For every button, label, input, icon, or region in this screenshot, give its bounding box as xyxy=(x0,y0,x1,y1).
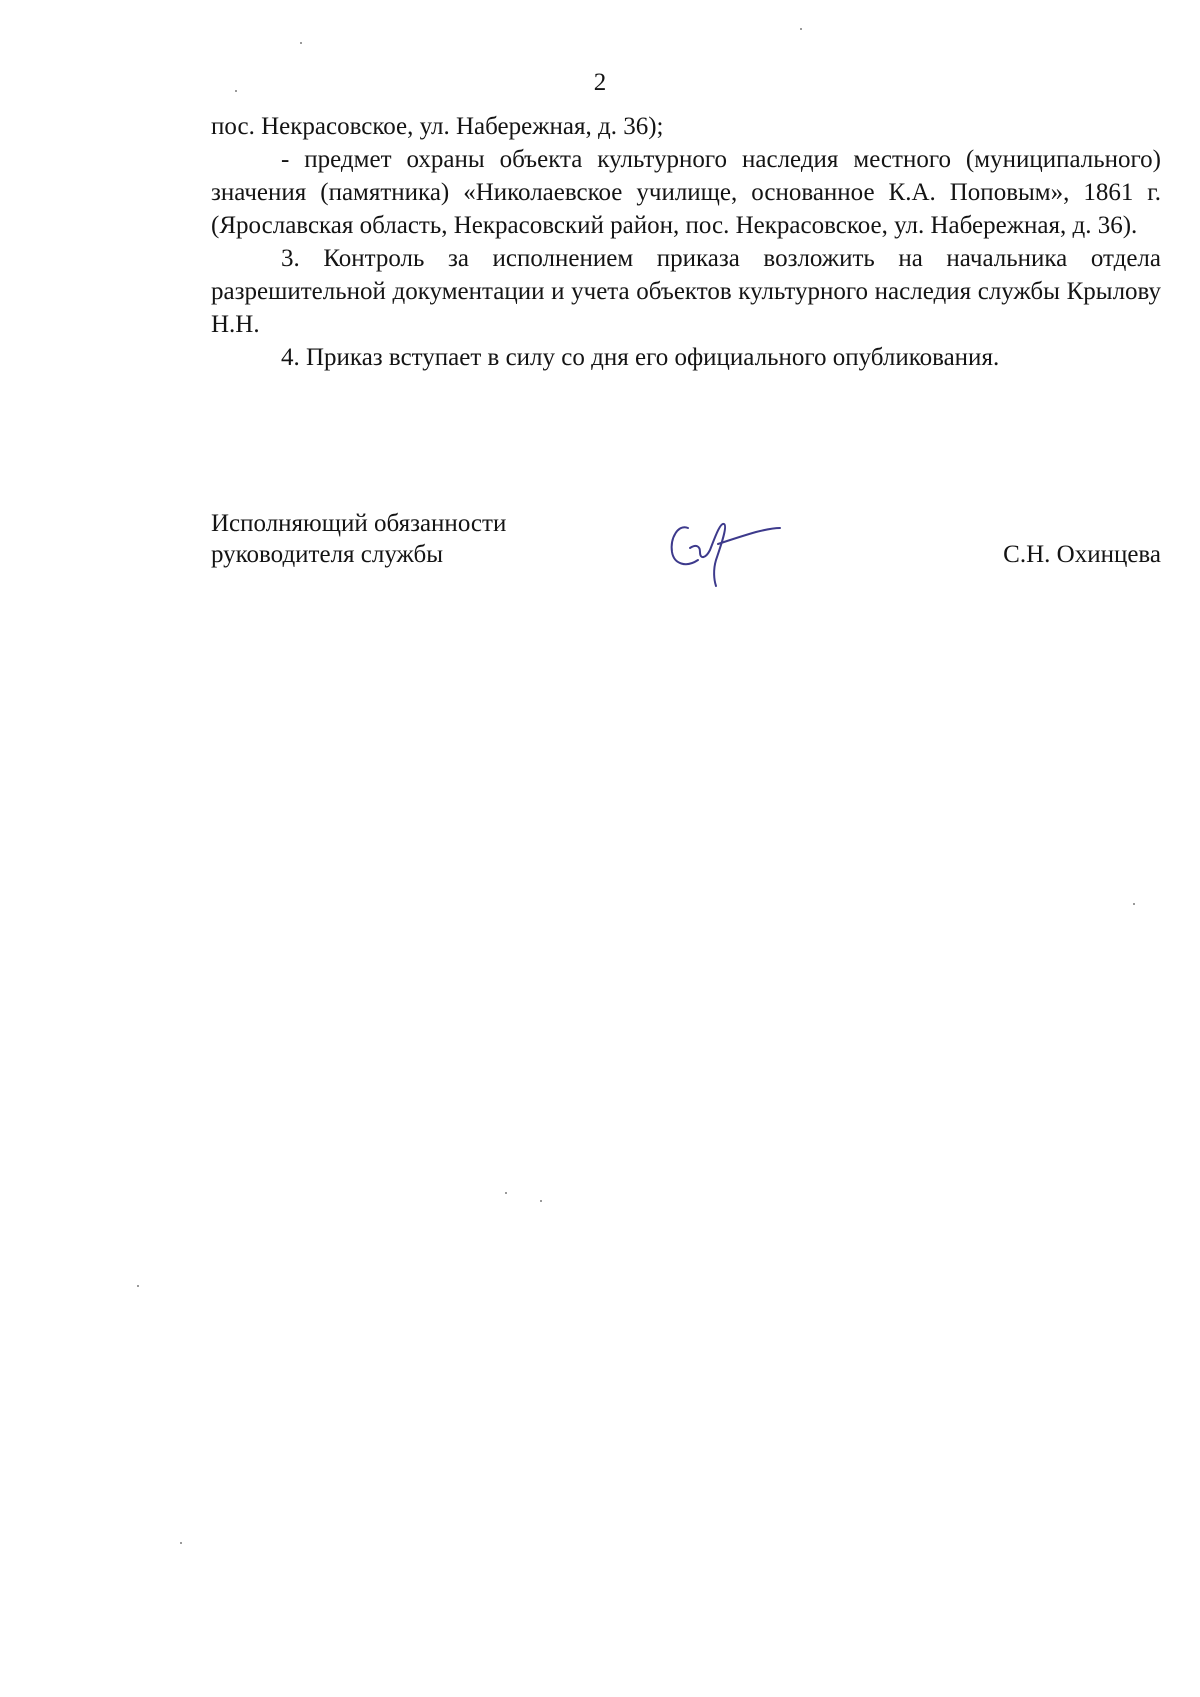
signatory-position xyxy=(211,508,506,570)
paragraph-protection-subject: - предмет охраны объекта культурного наследия местного (муниципального) значения (памятника) «Николаевское училище, основанное К.А. Поповым», 1861 г. (Ярославская область, Некрасовский район, пос. Некрасовское, ул. Набережная, д. 36). xyxy=(211,146,1161,239)
signatory-name: С.Н. Охинцева xyxy=(1003,541,1161,568)
scan-speck xyxy=(137,1285,139,1287)
scan-speck xyxy=(300,42,302,44)
document-body xyxy=(211,110,1161,374)
scan-speck xyxy=(800,28,802,30)
paragraph-effective-clause: 4. Приказ вступает в силу со дня его официального опубликования. xyxy=(281,344,1000,371)
scan-speck xyxy=(540,1200,542,1202)
scan-speck xyxy=(1133,903,1135,905)
signatory-position-line2: руководителя службы xyxy=(211,541,444,568)
paragraph-address-end: пос. Некрасовское, ул. Набережная, д. 36); xyxy=(211,113,664,140)
scan-speck xyxy=(505,1192,507,1194)
page-number: 2 xyxy=(593,69,607,96)
handwritten-signature-icon xyxy=(668,508,788,588)
signatory-position-line1: Исполняющий обязанности xyxy=(211,510,507,537)
scan-speck xyxy=(180,1542,182,1544)
scan-speck xyxy=(235,90,237,92)
paragraph-control-clause: 3. Контроль за исполнением приказа возложить на начальника отдела разрешительной документации и учета объектов культурного наследия службы Крылову Н.Н. xyxy=(211,245,1161,338)
